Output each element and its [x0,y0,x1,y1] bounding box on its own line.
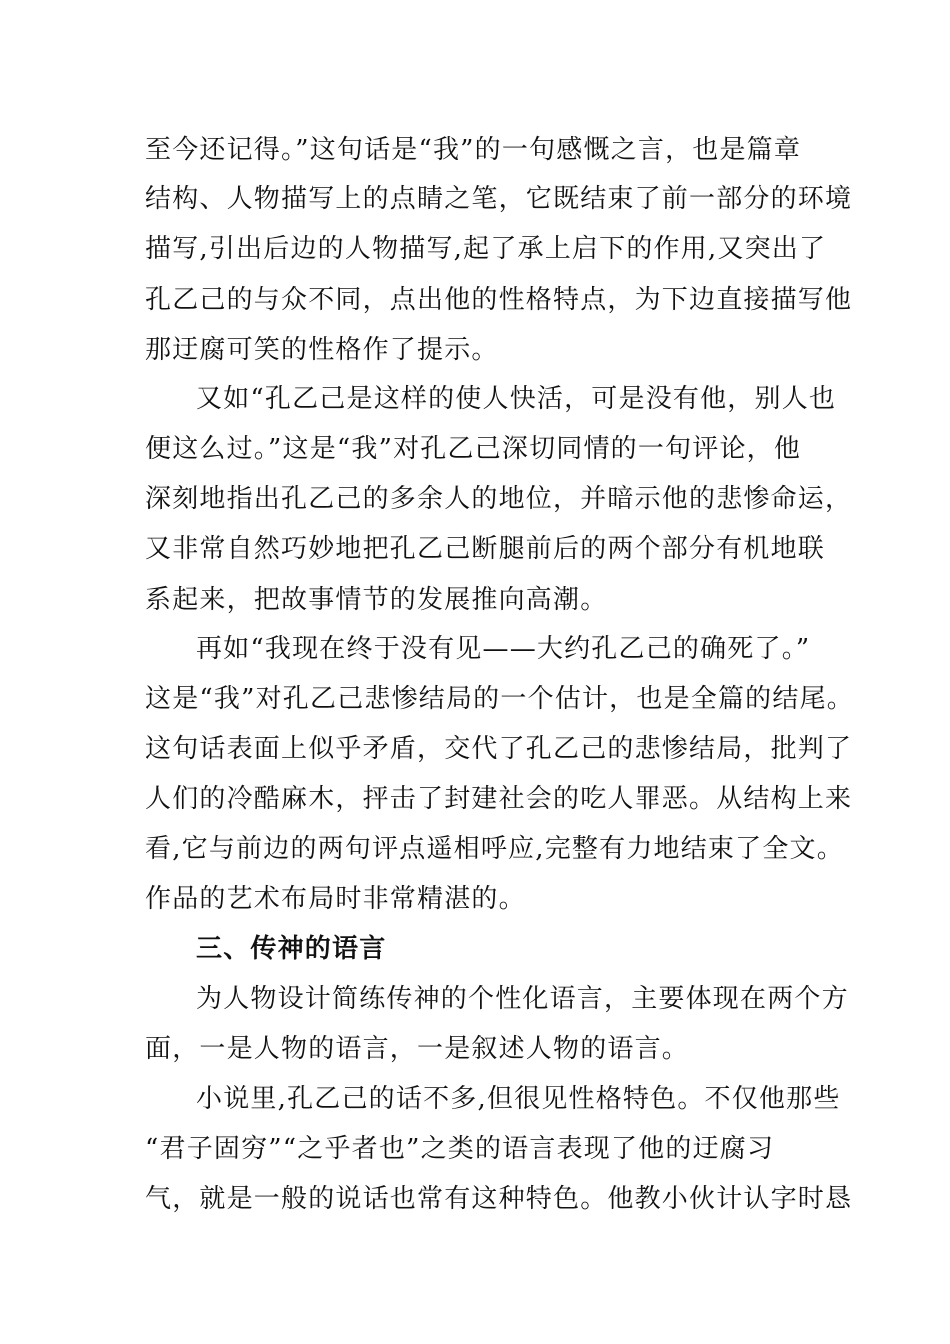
paragraph-start-line: 为人物设计简练传神的个性化语言，主要体现在两个方 [196,984,849,1014]
text-line: 面，一是人物的语言，一是叙述人物的语言。 [145,1034,690,1064]
text-line: 孔乙己的与众不同，点出他的性格特点，为下边直接描写他 [145,285,853,315]
paragraph-start-line: 小说里,孔乙己的话不多,但很见性格特色。不仅他那些 [196,1084,841,1114]
text-line: 看,它与前边的两句评点遥相呼应,完整有力地结束了全文。 [145,834,844,864]
paragraph-start-line: 再如“我现在终于没有见——大约孔乙己的确死了。” [196,634,811,664]
text-line: 这是“我”对孔乙己悲惨结局的一个估计，也是全篇的结尾。 [145,684,854,714]
text-line: 这句话表面上似乎矛盾，交代了孔乙己的悲惨结局，批判了 [145,734,853,764]
paragraph-start-line: 又如“孔乙己是这样的使人快活，可是没有他，别人也 [196,384,837,414]
text-line: 便这么过。”这是“我”对孔乙己深切同情的一句评论，他 [145,434,802,464]
text-line: 深刻地指出孔乙己的多余人的地位，并暗示他的悲惨命运， [145,484,853,514]
text-line: 描写,引出后边的人物描写,起了承上启下的作用,又突出了 [145,234,827,264]
section-heading: 三、传神的语言 [196,934,387,964]
text-line: 那迂腐可笑的性格作了提示。 [145,335,499,365]
text-line: 人们的冷酷麻木，抨击了封建社会的吃人罪恶。从结构上来 [145,784,853,814]
text-line: 至今还记得。”这句话是“我”的一句感慨之言，也是篇章 [145,135,802,165]
text-line: 结构、人物描写上的点睛之笔，它既结束了前一部分的环境 [145,184,853,214]
text-line: 作品的艺术布局时非常精湛的。 [145,884,526,914]
text-line: “君子固穷”“之乎者也”之类的语言表现了他的迂腐习 [145,1134,775,1164]
text-line: 系起来，把故事情节的发展推向高潮。 [145,585,608,615]
text-line: 气，就是一般的说话也常有这种特色。他教小伙计认字时恳 [145,1184,853,1214]
text-line: 又非常自然巧妙地把孔乙己断腿前后的两个部分有机地联 [145,534,826,564]
